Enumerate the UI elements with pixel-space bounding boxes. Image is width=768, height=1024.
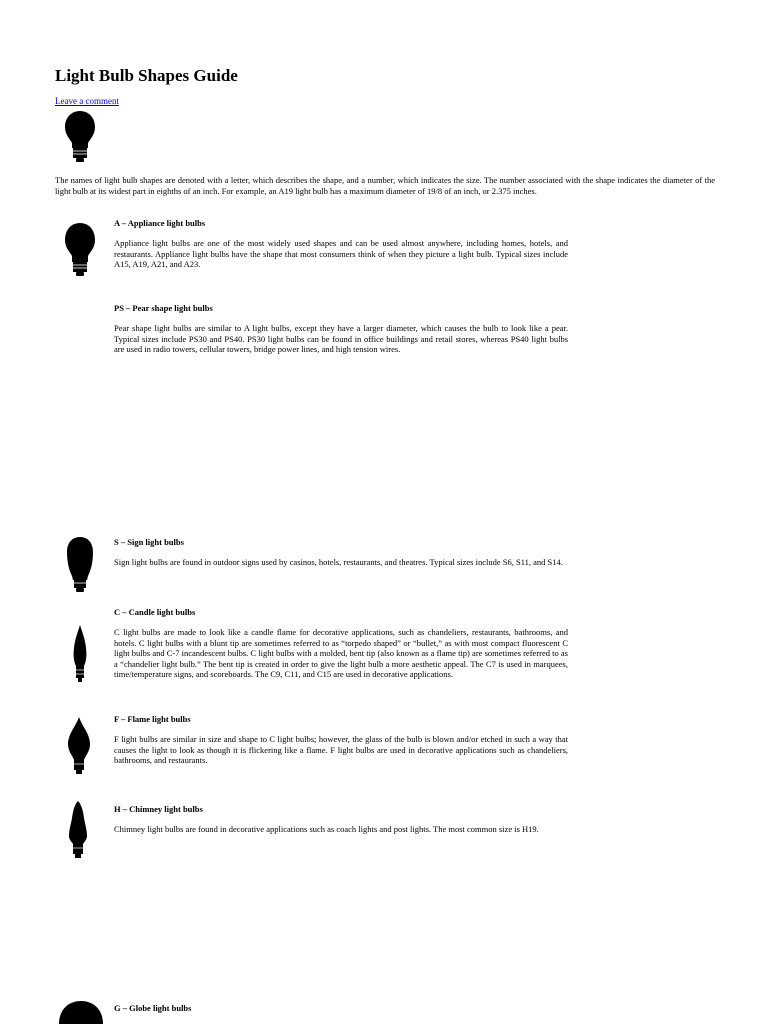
c-bulb-icon xyxy=(72,624,88,684)
section-title: G – Globe light bulbs xyxy=(114,1003,192,1013)
g-bulb-icon xyxy=(58,1000,104,1024)
f-bulb-icon xyxy=(66,716,92,776)
h-bulb-icon xyxy=(66,800,90,860)
section-title: A – Appliance light bulbs xyxy=(114,218,206,228)
section-a-appliance xyxy=(114,218,568,270)
section-title: C – Candle light bulbs xyxy=(114,607,196,617)
section-ps-pear xyxy=(114,303,568,355)
section-title: F – Flame light bulbs xyxy=(114,714,191,724)
section-text: Pear shape light bulbs are similar to A light bulbs, except they have a larger diameter, which causes the bulb to look like a pear. Typical sizes include PS30 and PS40. PS30 light bulbs can be found in office buildings and retail stores, whereas PS40 light bulbs are used in radio towers, cellular towers, bridge power lines, and high tension wires. xyxy=(114,323,568,354)
section-title: PS – Pear shape light bulbs xyxy=(114,303,213,313)
section-f-flame xyxy=(114,714,568,766)
section-c-candle xyxy=(114,607,568,680)
section-text: C light bulbs are made to look like a candle flame for decorative applications, such as chandeliers, restaurants, bathrooms, and hotels. C light bulbs with a blunt tip are sometimes referred to as “torpedo shaped” or “bullet,” as with most compact fluorescent C light bulbs and C-7 incandescent bulbs. C light bulbs with a molded, bent tip (also known as a flame tip) are sometimes referred to as a “chandelier light bulb.” The bent tip is created in order to give the light bulb a more aesthetic appeal. The C7 is used in marquees, time/temperature signs, and scoreboards. The C9, C11, and C15 are used in decorative applications. xyxy=(114,627,568,679)
section-title: H – Chimney light bulbs xyxy=(114,804,203,814)
light-bulb-icon xyxy=(64,110,96,164)
s-bulb-icon xyxy=(66,536,94,594)
section-text: Appliance light bulbs are one of the most widely used shapes and can be used almost anywhere, including homes, hotels, and restaurants. Appliance light bulbs have the shape that most consumers think of when they picture a light bulb. Typical sizes include A15, A19, A21, and A23. xyxy=(114,238,568,269)
section-s-sign xyxy=(114,537,568,568)
intro-paragraph: The names of light bulb shapes are denoted with a letter, which describes the shape, and a number, which indicates the size. The number associated with the shape indicates the diameter of the light bulb at its widest part in eighths of an inch. For example, an A19 light bulb has a maximum diameter of 19/8 of an inch, or 2.375 inches. xyxy=(55,175,715,196)
section-text: Chimney light bulbs are found in decorative applications such as coach lights and post lights. The most common size is H19. xyxy=(114,824,539,834)
a-bulb-icon xyxy=(64,222,96,278)
section-title: S – Sign light bulbs xyxy=(114,537,184,547)
page-title: Light Bulb Shapes Guide xyxy=(55,66,238,85)
section-text: F light bulbs are similar in size and shape to C light bulbs; however, the glass of the bulb is blown and/or etched in such a way that causes the light to look as though it is flickering like a flame. F light bulbs are used in decorative applications such as chandeliers, bathrooms, and restaurants. xyxy=(114,734,568,765)
section-g-globe xyxy=(114,1003,568,1013)
section-h-chimney xyxy=(114,804,568,835)
section-text: Sign light bulbs are found in outdoor signs used by casinos, hotels, restaurants, and theatres. Typical sizes include S6, S11, and S14. xyxy=(114,557,563,567)
leave-comment-link[interactable]: Leave a comment xyxy=(55,96,119,106)
